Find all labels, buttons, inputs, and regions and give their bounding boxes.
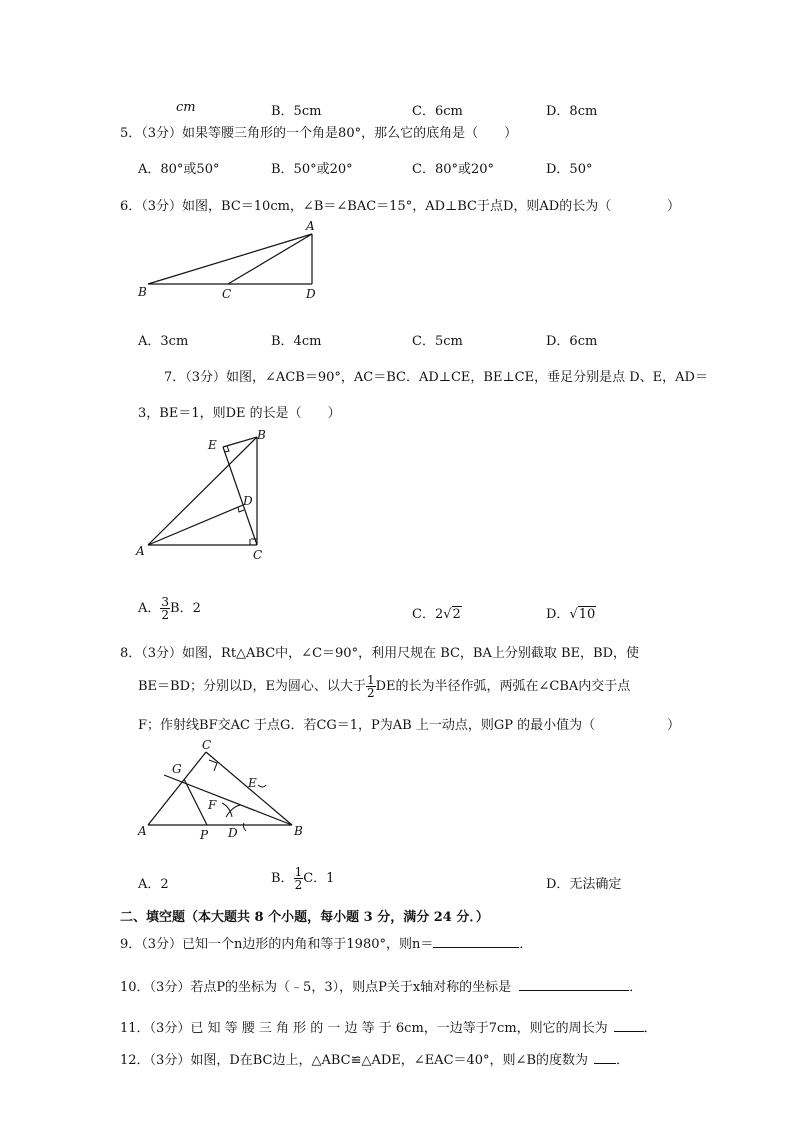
q8-label-p: P [200, 828, 209, 842]
q4-option-a: cm [176, 100, 196, 115]
q8-b-frac-den: 2 [294, 878, 303, 892]
q8-frac-num: 1 [366, 673, 375, 687]
q8-label-b: B [294, 824, 303, 838]
q5-option-a: A．80°或50° [138, 162, 220, 177]
q6-option-a: A．3cm [138, 334, 189, 349]
q4-option-b: B．5cm [271, 104, 322, 119]
q5-option-b: B．50°或20° [271, 162, 353, 177]
q8-close-paren: ） [667, 718, 681, 733]
q8-label-d: D [228, 826, 238, 840]
q7-frac-num: 3 [161, 595, 170, 609]
q12 [120, 1049, 629, 1068]
q8-figure [130, 735, 315, 845]
q8-option-d: D．无法确定 [546, 877, 622, 892]
q7-line-2: 3，BE＝1，则DE 的长是（ ） [138, 406, 341, 421]
q7-label-c: C [253, 548, 263, 562]
q6-option-d: D．6cm [546, 334, 598, 349]
q8-label-g: G [172, 762, 182, 776]
q8-option-b [271, 866, 334, 891]
q7-option-c-radicand: 2 [452, 607, 461, 622]
q11-stem: 11．（3分）已 知 等 腰 三 角 形 的 一 边 等 于 6cm，一边等于7cm，则它的周长为 [120, 1021, 608, 1036]
q7-option-a-fraction [160, 596, 170, 621]
q5-option-c: C．80°或20° [412, 162, 495, 177]
q8-frac-den: 2 [366, 686, 375, 700]
q7-label-e: E [208, 438, 217, 452]
q12-end: ． [616, 1053, 630, 1068]
q8-line-2a: BE＝BD；分别以D，E为圆心、以大于 [138, 679, 366, 694]
q7-label-b: B [257, 428, 266, 442]
q12-stem: 12．（3分）如图，D在BC边上，△ABC≌△ADE，∠EAC＝40°，则∠B的度数为 [120, 1053, 589, 1068]
q7-line-1: 7．（3分）如图，∠ACB＝90°，AC＝BC．AD⊥CE，BE⊥CE，垂足分别是点 D、E，AD＝ [164, 370, 708, 385]
q4-option-c: C．6cm [412, 104, 463, 119]
q6-figure [130, 218, 330, 304]
q6-label-b: B [138, 285, 147, 299]
q6-label-a: A [306, 219, 315, 233]
q9 [120, 933, 532, 952]
q8-b-frac-num: 1 [294, 865, 303, 879]
q8-option-a: A．2 [138, 877, 169, 892]
q5-option-d: D．50° [546, 162, 593, 177]
q8-line-3: F；作射线BF交AC 于点G．若CG＝1，P为AB 上一动点，则GP 的最小值为（ [138, 718, 596, 733]
q7-option-c [412, 603, 462, 622]
q8-label-f: F [208, 798, 217, 812]
q7-option-c-prefix: C．2 [412, 607, 444, 622]
q8-label-c: C [202, 738, 212, 752]
q9-answer-blank[interactable] [433, 947, 519, 948]
q11 [120, 1017, 657, 1036]
q7-option-b: B．2 [170, 601, 201, 616]
q8-line-1: 8．（3分）如图，Rt△ABC中，∠C＝90°，利用尺规在 BC，BA上分别截取 BE，BD，使 [120, 646, 640, 661]
q6-close-paren: ） [667, 199, 681, 214]
q7-option-d [546, 603, 596, 622]
sqrt-icon: √10 [569, 607, 596, 622]
q8-label-a: A [138, 824, 147, 838]
q8-fraction [366, 674, 376, 699]
q8-option-b-fraction [294, 866, 304, 891]
q11-answer-blank[interactable] [614, 1031, 644, 1032]
q8-label-e: E [248, 776, 257, 790]
q10-end: ． [629, 980, 643, 995]
q4-option-d: D．8cm [546, 104, 598, 119]
q10 [120, 976, 642, 995]
q7-frac-den: 2 [161, 608, 170, 622]
q8-line-2b: DE的长为半径作弧，两弧在∠CBA内交于点 [375, 679, 631, 694]
q6-stem: 6．（3分）如图，BC＝10cm，∠B＝∠BAC＝15°，AD⊥BC于点D，则AD的长为（ [120, 199, 612, 214]
q10-stem: 10．（3分）若点P的坐标为（﹣5，3），则点P关于x轴对称的坐标是 [120, 980, 512, 995]
q6-option-c: C．5cm [412, 334, 463, 349]
q8-option-c: C．1 [303, 871, 335, 886]
q7-figure [130, 425, 280, 565]
q5-stem: 5．（3分）如果等腰三角形的一个角是80°，那么它的底角是（ ） [120, 126, 518, 141]
q11-end: ． [643, 1021, 657, 1036]
section-2-heading: 二、填空题（本大题共 8 个小题，每小题 3 分，满分 24 分．） [120, 910, 489, 925]
q6-label-c: C [222, 287, 232, 301]
q7-option-d-prefix: D． [546, 607, 570, 622]
q7-option-a-prefix: A． [138, 601, 161, 616]
q7-label-d: D [243, 494, 253, 508]
sqrt-icon: √2 [443, 607, 461, 622]
q10-answer-blank[interactable] [519, 990, 629, 991]
q7-option-a [138, 596, 201, 621]
q6-option-b: B．4cm [271, 334, 322, 349]
q8-line-2 [138, 674, 630, 699]
q8-option-b-prefix: B． [271, 871, 294, 886]
q7-label-a: A [136, 544, 145, 558]
q7-option-d-radicand: 10 [578, 607, 596, 622]
q12-answer-blank[interactable] [594, 1063, 616, 1064]
q9-end: ． [519, 937, 533, 952]
q6-label-d: D [306, 287, 316, 301]
q9-stem: 9．（3分）已知一个n边形的内角和等于1980°，则n＝ [120, 937, 434, 952]
